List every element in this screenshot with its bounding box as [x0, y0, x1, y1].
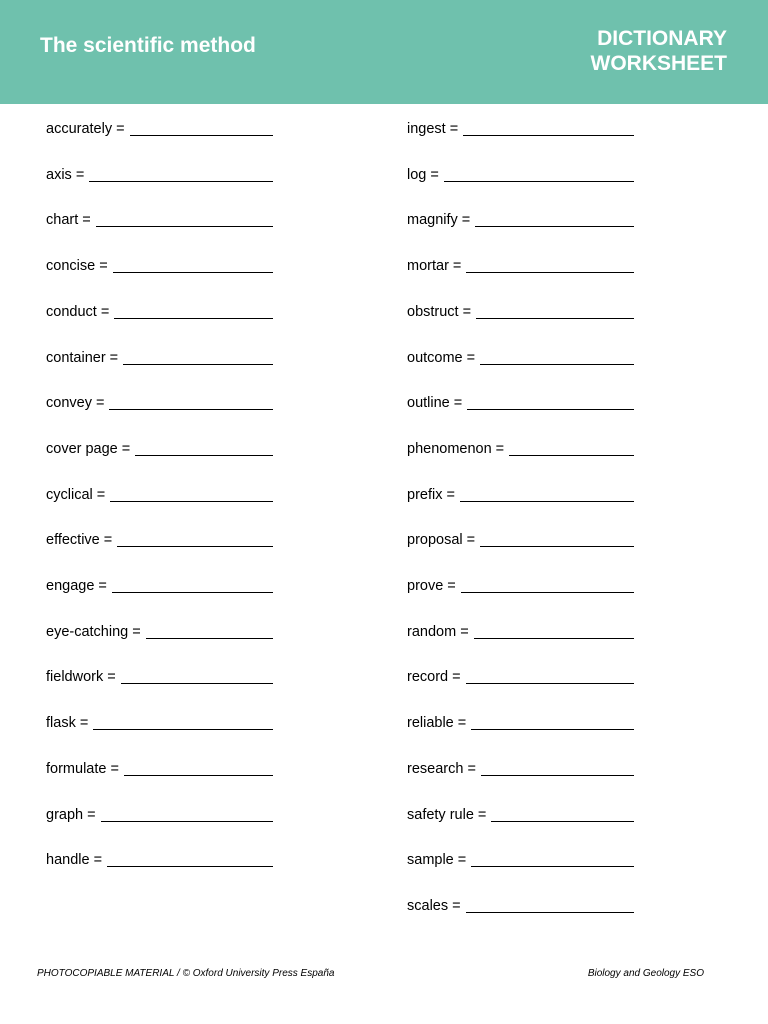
answer-line[interactable]: [113, 272, 273, 273]
dictionary-term: proposal =: [407, 532, 476, 548]
header-banner: [0, 0, 768, 104]
dictionary-term: record =: [407, 669, 461, 685]
answer-line[interactable]: [481, 775, 634, 776]
worksheet-type: [591, 26, 728, 76]
dictionary-term: accurately =: [46, 121, 125, 137]
answer-line[interactable]: [109, 409, 273, 410]
dictionary-term: handle =: [46, 852, 103, 868]
answer-line[interactable]: [123, 364, 273, 365]
dictionary-term: phenomenon =: [407, 441, 505, 457]
dictionary-term: axis =: [46, 167, 85, 183]
dictionary-term: outline =: [407, 395, 463, 411]
dictionary-term: chart =: [46, 212, 91, 228]
answer-line[interactable]: [96, 226, 273, 227]
dictionary-term: magnify =: [407, 212, 471, 228]
answer-line[interactable]: [480, 546, 634, 547]
answer-line[interactable]: [110, 501, 273, 502]
answer-line[interactable]: [121, 683, 273, 684]
dictionary-term: effective =: [46, 532, 113, 548]
dictionary-term: obstruct =: [407, 304, 472, 320]
answer-line[interactable]: [491, 821, 634, 822]
answer-line[interactable]: [124, 775, 273, 776]
dictionary-term: sample =: [407, 852, 467, 868]
answer-line[interactable]: [130, 135, 273, 136]
answer-line[interactable]: [460, 501, 634, 502]
worksheet-type-line-1: DICTIONARY: [597, 27, 727, 50]
answer-line[interactable]: [471, 729, 634, 730]
dictionary-term: scales =: [407, 898, 461, 914]
answer-line[interactable]: [471, 866, 634, 867]
answer-line[interactable]: [444, 181, 634, 182]
answer-line[interactable]: [89, 181, 273, 182]
dictionary-term: cyclical =: [46, 487, 106, 503]
answer-line[interactable]: [101, 821, 273, 822]
dictionary-term: reliable =: [407, 715, 467, 731]
dictionary-term: conduct =: [46, 304, 110, 320]
dictionary-term: safety rule =: [407, 807, 487, 823]
answer-line[interactable]: [480, 364, 634, 365]
worksheet-type-line-2: WORKSHEET: [590, 52, 727, 75]
answer-line[interactable]: [466, 683, 634, 684]
dictionary-term: eye-catching =: [46, 624, 141, 640]
dictionary-term: flask =: [46, 715, 89, 731]
worksheet-title: The scientific method: [40, 34, 256, 57]
answer-line[interactable]: [135, 455, 273, 456]
answer-line[interactable]: [93, 729, 273, 730]
answer-line[interactable]: [509, 455, 634, 456]
answer-line[interactable]: [112, 592, 273, 593]
dictionary-term: random =: [407, 624, 469, 640]
answer-line[interactable]: [114, 318, 273, 319]
dictionary-term: container =: [46, 350, 119, 366]
dictionary-term: engage =: [46, 578, 107, 594]
answer-line[interactable]: [474, 638, 634, 639]
dictionary-term: outcome =: [407, 350, 476, 366]
dictionary-term: convey =: [46, 395, 105, 411]
answer-line[interactable]: [463, 135, 634, 136]
dictionary-term: cover page =: [46, 441, 131, 457]
answer-line[interactable]: [117, 546, 273, 547]
dictionary-term: mortar =: [407, 258, 462, 274]
dictionary-term: fieldwork =: [46, 669, 116, 685]
dictionary-term: ingest =: [407, 121, 459, 137]
answer-line[interactable]: [475, 226, 634, 227]
dictionary-term: log =: [407, 167, 439, 183]
answer-line[interactable]: [467, 409, 634, 410]
answer-line[interactable]: [476, 318, 634, 319]
dictionary-term: prove =: [407, 578, 456, 594]
answer-line[interactable]: [466, 912, 634, 913]
dictionary-term: graph =: [46, 807, 96, 823]
dictionary-term: prefix =: [407, 487, 455, 503]
dictionary-term: formulate =: [46, 761, 119, 777]
footer-copyright: PHOTOCOPIABLE MATERIAL / © Oxford University Press España: [37, 968, 335, 979]
answer-line[interactable]: [107, 866, 273, 867]
answer-line[interactable]: [466, 272, 634, 273]
answer-line[interactable]: [461, 592, 634, 593]
answer-line[interactable]: [146, 638, 273, 639]
dictionary-term: concise =: [46, 258, 108, 274]
footer-subject: Biology and Geology ESO: [587, 968, 704, 979]
dictionary-term: research =: [407, 761, 476, 777]
